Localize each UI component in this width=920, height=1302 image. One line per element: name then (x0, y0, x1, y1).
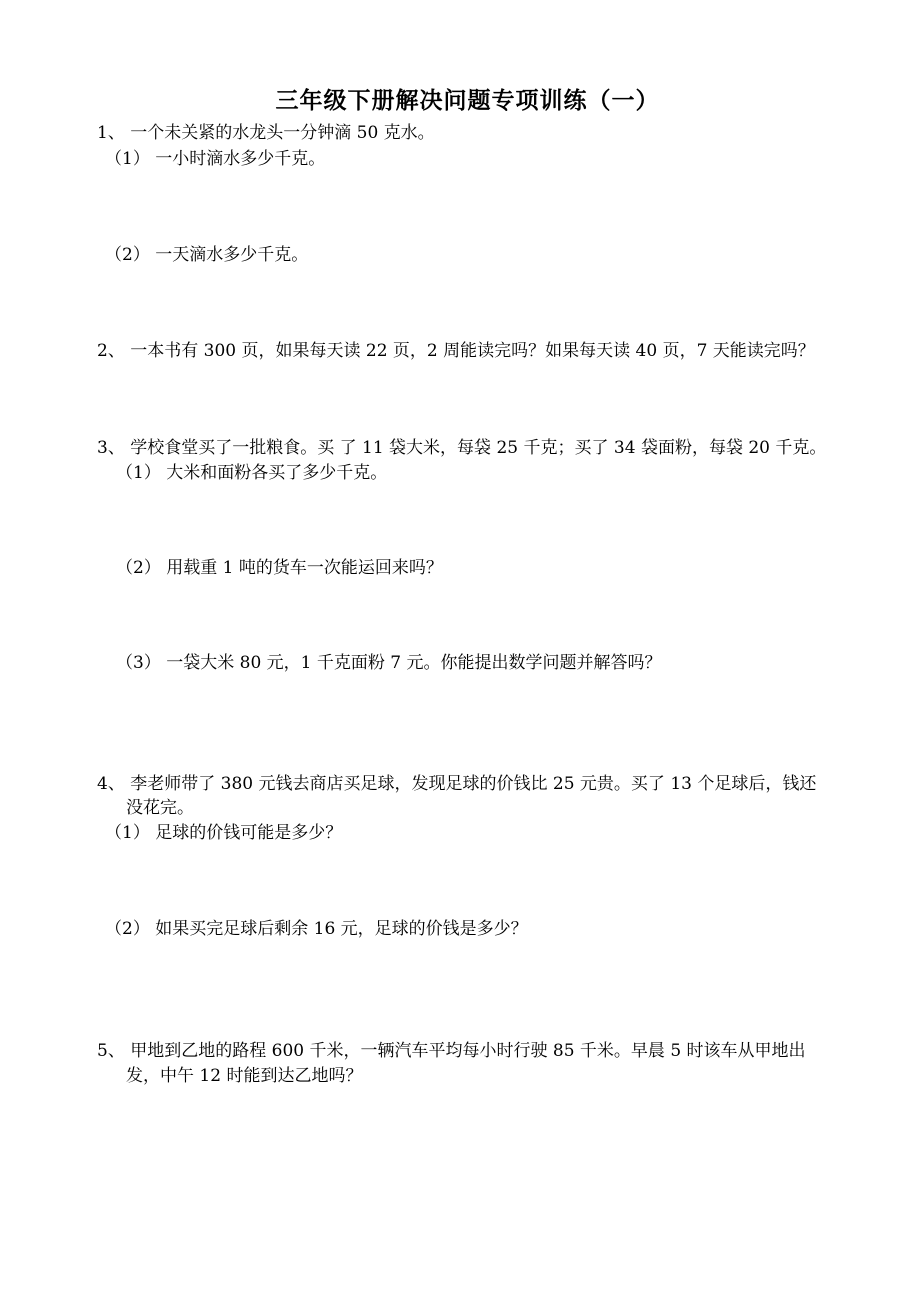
question-4-sub-2: （2） 如果买完足球后剩余 16 元，足球的价钱是多少？ (105, 919, 528, 939)
question-5-stem-line-2: 发，中午 12 时能到达乙地吗？ (126, 1066, 363, 1086)
question-5-stem-line-1: 5、 甲地到乙地的路程 600 千米，一辆汽车平均每小时行驶 85 千米。早晨 5 时该车从甲地出 (97, 1041, 806, 1061)
question-3-stem: 3、 学校食堂买了一批粮食。买 了 11 袋大米，每袋 25 千克；买了 34 袋面粉，每袋 20 千克。 (97, 438, 827, 458)
question-3-sub-2: （2） 用载重 1 吨的货车一次能运回来吗？ (116, 558, 443, 578)
question-2-stem: 2、 一本书有 300 页，如果每天读 22 页，2 周能读完吗？如果每天读 40 页，7 天能读完吗？ (97, 341, 815, 361)
question-1-stem: 1、 一个未关紧的水龙头一分钟滴 50 克水。 (97, 123, 435, 143)
page-title: 三年级下册解决问题专项训练（一） (275, 87, 660, 114)
question-4-stem-line-2: 没花完。 (126, 798, 194, 818)
question-1-sub-2: （2） 一天滴水多少千克。 (105, 245, 309, 265)
question-3-sub-1: （1） 大米和面粉各买了多少千克。 (116, 463, 388, 483)
question-4-stem-line-1: 4、 李老师带了 380 元钱去商店买足球，发现足球的价钱比 25 元贵。买了 13 个足球后，钱还 (97, 774, 817, 794)
question-4-sub-1: （1） 足球的价钱可能是多少？ (105, 823, 343, 843)
question-3-sub-3: （3） 一袋大米 80 元，1 千克面粉 7 元。你能提出数学问题并解答吗？ (116, 653, 662, 673)
question-1-sub-1: （1） 一小时滴水多少千克。 (105, 149, 326, 169)
